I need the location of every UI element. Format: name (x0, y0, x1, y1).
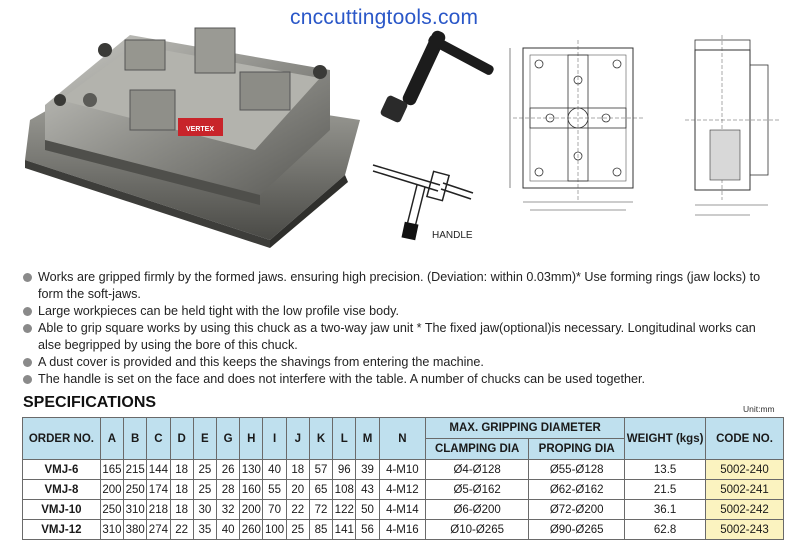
table-row: VMJ-12 310 380 274 22 35 40 260 100 25 85 141 56 4-M16 Ø10-Ø265 Ø90-Ø265 62.8 5002-243 (23, 520, 784, 540)
header-proping: PROPING DIA (529, 439, 625, 460)
feature-list (22, 269, 772, 388)
bullet-icon (23, 273, 32, 282)
header-dim: B (124, 418, 147, 460)
side-view-drawing (680, 30, 785, 230)
header-dim: L (333, 418, 356, 460)
feature-item: The handle is set on the face and does not interfere with the table. A number of chucks can be used together. (22, 371, 772, 388)
header-dim: A (100, 418, 123, 460)
header-max-grip: MAX. GRIPPING DIAMETER (426, 418, 625, 439)
header-weight: WEIGHT (kgs) (625, 418, 706, 460)
chuck-photo (0, 0, 365, 250)
front-view-drawing (505, 30, 650, 225)
specifications-title: SPECIFICATIONS (23, 394, 157, 411)
unit-label: Unit:mm (743, 404, 775, 414)
header-dim: I (263, 418, 286, 460)
feature-item: Large workpieces can be held tight with the low profile vise body. (22, 303, 772, 320)
feature-item: A dust cover is provided and this keeps the shavings from entering the machine. (22, 354, 772, 371)
header-dim: N (379, 418, 425, 460)
header-dim: D (170, 418, 193, 460)
header-clamping: CLAMPING DIA (426, 439, 529, 460)
watermark-text: cnccuttingtools.com (290, 6, 479, 29)
feature-item: Able to grip square works by using this chuck as a two-way jaw unit * The fixed jaw(optional)is necessary. Longitudinal works can alse begripped by using the bore of this chuck. (22, 320, 772, 354)
feature-item: Works are gripped firmly by the formed jaws. ensuring high precision. (Deviation: within 0.03mm)* Use forming rings (jaw locks) to form the soft-jaws. (22, 269, 772, 303)
header-code: CODE NO. (706, 418, 784, 460)
table-row: VMJ-10 250 310 218 18 30 32 200 70 22 72 122 50 4-M14 Ø6-Ø200 Ø72-Ø200 36.1 5002-242 (23, 500, 784, 520)
header-dim: H (240, 418, 263, 460)
specifications-table (22, 417, 784, 540)
header-dim: J (286, 418, 309, 460)
header-order: ORDER NO. (23, 418, 101, 460)
header-dim: G (216, 418, 239, 460)
chuck-logo-text: VERTEX (185, 126, 215, 133)
table-row: VMJ-6 165 215 144 18 25 26 130 40 18 57 96 39 4-M10 Ø4-Ø128 Ø55-Ø128 13.5 5002-240 (23, 460, 784, 480)
bullet-icon (23, 324, 32, 333)
table-row: VMJ-8 200 250 174 18 25 28 160 55 20 65 108 43 4-M12 Ø5-Ø162 Ø62-Ø162 21.5 5002-241 (23, 480, 784, 500)
bullet-icon (23, 358, 32, 367)
bullet-icon (23, 307, 32, 316)
header-dim: M (356, 418, 379, 460)
t-wrench-image (355, 20, 505, 130)
bullet-icon (23, 375, 32, 384)
header-dim: C (147, 418, 170, 460)
header-dim: K (309, 418, 332, 460)
handle-label: HANDLE (432, 230, 473, 241)
header-dim: E (193, 418, 216, 460)
